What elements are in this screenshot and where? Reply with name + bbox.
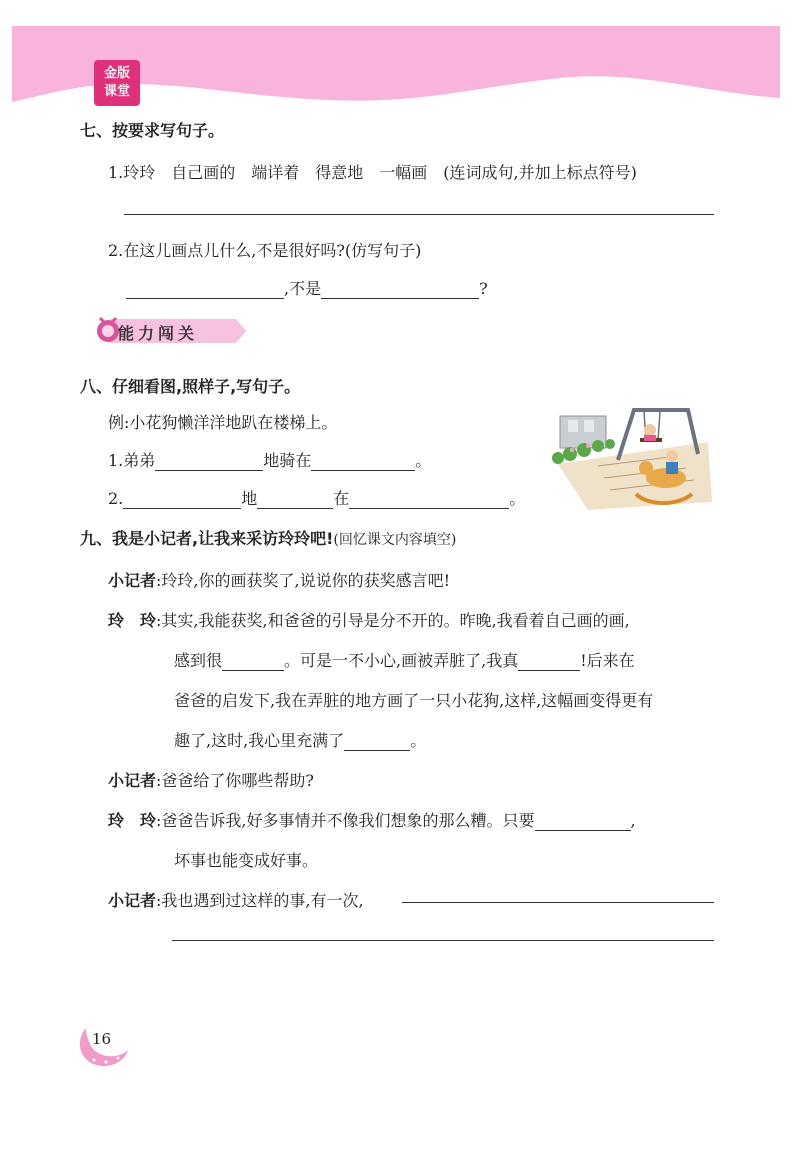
logo-line2: 课堂 bbox=[103, 84, 130, 99]
section7-fill-row bbox=[126, 276, 488, 299]
fill-text: 。 bbox=[509, 489, 526, 508]
fill-blank[interactable] bbox=[123, 490, 241, 509]
fill-text: 地骑在 bbox=[263, 451, 312, 470]
speaker-lingling: 玲 玲 bbox=[108, 611, 157, 630]
dialogue-text: :其实,我能获奖,和爸爸的引导是分不开的。昨晚,我看着自己画的画, bbox=[156, 611, 630, 630]
fill-text: 地 bbox=[241, 489, 258, 508]
dialogue-row bbox=[108, 888, 364, 911]
dialogue-text: 爸爸的启发下,我在弄脏的地方画了一只小花狗,这样,这幅画变得更有 bbox=[174, 691, 654, 710]
answer-line[interactable] bbox=[172, 940, 714, 941]
fill-text: 。 bbox=[410, 731, 427, 750]
fill-text: ,不是 bbox=[284, 279, 322, 298]
fill-text: , bbox=[630, 811, 636, 830]
brand-logo bbox=[94, 60, 140, 106]
ability-badge-label: 能力闯关 bbox=[118, 324, 199, 343]
answer-line[interactable] bbox=[402, 902, 714, 903]
fill-text: 1.弟弟 bbox=[108, 451, 156, 470]
section7-question2: 2.在这儿画点儿什么,不是很好吗?(仿写句子) bbox=[108, 241, 422, 260]
dialogue-text: :爸爸告诉我,好多事情并不像我们想象的那么糟。只要 bbox=[156, 811, 535, 830]
fill-blank[interactable] bbox=[257, 490, 333, 509]
section9-heading bbox=[80, 526, 456, 549]
fill-blank[interactable] bbox=[126, 280, 284, 299]
section8-question2 bbox=[108, 486, 525, 509]
dialogue-row bbox=[174, 728, 426, 751]
fill-text: ? bbox=[479, 279, 488, 298]
section9-title: 九、我是小记者,让我来采访玲玲吧! bbox=[80, 529, 334, 548]
section7-question1: 1.玲玲 自己画的 端详着 得意地 一幅画 (连词成句,并加上标点符号) bbox=[108, 163, 637, 182]
dialogue-row bbox=[108, 768, 314, 791]
fill-text: 。可是一不小心,画被弄脏了,我真 bbox=[284, 651, 519, 670]
fill-blank[interactable] bbox=[518, 652, 580, 671]
section9-note: (回忆课文内容填空) bbox=[333, 532, 457, 548]
speaker-reporter: 小记者 bbox=[108, 891, 157, 910]
page-number: 16 bbox=[92, 1030, 112, 1048]
dialogue-row bbox=[108, 568, 450, 591]
section8-title: 八、仔细看图,照样子,写句子。 bbox=[80, 377, 301, 396]
speaker-reporter: 小记者 bbox=[108, 771, 157, 790]
speaker-reporter: 小记者 bbox=[108, 571, 157, 590]
dialogue-text: 坏事也能变成好事。 bbox=[174, 851, 319, 870]
dialogue-row bbox=[108, 608, 630, 631]
section7-title: 七、按要求写句子。 bbox=[80, 121, 225, 140]
fill-text: 。 bbox=[415, 451, 432, 470]
fill-blank[interactable] bbox=[222, 652, 284, 671]
fill-text: !后来在 bbox=[580, 651, 635, 670]
fill-text: 2. bbox=[108, 489, 124, 508]
fill-blank[interactable] bbox=[321, 280, 479, 299]
fill-blank[interactable] bbox=[155, 452, 263, 471]
dialogue-text: :玲玲,你的画获奖了,说说你的获奖感言吧! bbox=[156, 571, 451, 590]
fill-blank[interactable] bbox=[535, 812, 631, 831]
answer-line[interactable] bbox=[124, 214, 714, 215]
fill-blank[interactable] bbox=[349, 490, 509, 509]
section8-example: 例:小花狗懒洋洋地趴在楼梯上。 bbox=[108, 413, 338, 432]
fill-text: 趣了,这时,我心里充满了 bbox=[174, 731, 345, 750]
dialogue-text: :爸爸给了你哪些帮助? bbox=[156, 771, 314, 790]
dialogue-row bbox=[108, 808, 636, 831]
playground-illustration bbox=[548, 406, 712, 510]
fill-blank[interactable] bbox=[311, 452, 415, 471]
fill-text: 感到很 bbox=[174, 651, 223, 670]
dialogue-row bbox=[174, 648, 635, 671]
section8-question1 bbox=[108, 448, 431, 471]
fill-blank[interactable] bbox=[344, 732, 410, 751]
fill-text: 在 bbox=[333, 489, 350, 508]
logo-line1: 金版 bbox=[103, 66, 130, 81]
dialogue-text: :我也遇到过这样的事,有一次, bbox=[156, 891, 364, 910]
speaker-lingling: 玲 玲 bbox=[108, 811, 157, 830]
